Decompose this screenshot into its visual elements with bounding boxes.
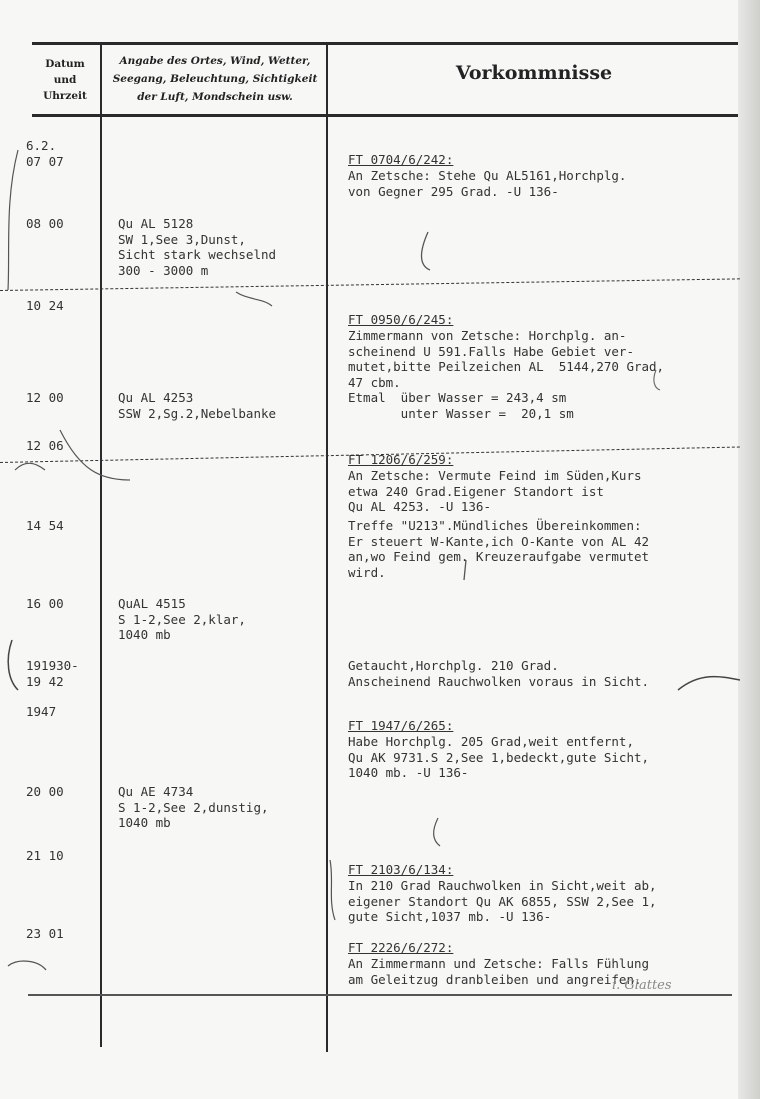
entry-event-text: In 210 Grad Rauchwolken in Sicht,weit ab, eigener Standort Qu AK 6855, SSW 2,See 1, gute Sicht,1037 mb. -U 136-: [348, 878, 657, 924]
entry-event-text: An Zimmermann und Zetsche: Falls Fühlung am Geleitzug dranbleiben und angreifen.: [348, 956, 650, 987]
entry-event-text: Treffe "U213".Mündliches Übereinkommen: Er steuert W-Kante,ich O-Kante von AL 42 an,wo Feind gem. Kreuzeraufgabe vermutet wird.: [348, 518, 650, 580]
entry-event-text: An Zetsche: Vermute Feind im Süden,Kurs etwa 240 Grad.Eigener Standort ist Qu AL 4253. -U 136-: [348, 468, 642, 514]
entry-time: 08 00: [26, 216, 64, 231]
page-edge-shadow: [738, 0, 760, 1099]
entry-event-text: Habe Horchplg. 205 Grad,weit entfernt, Qu AK 9731.S 2,See 1,bedeckt,gute Sicht, 1040 mb. -U 136-: [348, 734, 650, 780]
header-ort: Angabe des Ortes, Wind, Wetter, Seegang, Beleuchtung, Sichtigkeit der Luft, Mondschein usw.: [112, 55, 318, 103]
entry-ft-number: FT 2226/6/272:: [348, 940, 454, 955]
entry-time: 20 00: [26, 784, 64, 799]
entry-event-text: Getaucht,Horchplg. 210 Grad. Anscheinend Rauchwolken voraus in Sicht.: [348, 658, 650, 689]
header-datum: Datum und Uhrzeit: [43, 58, 87, 102]
entry-ft-number: FT 0704/6/242:: [348, 152, 454, 167]
entry-time: 12 06: [26, 438, 64, 453]
entry-location-weather: Qu AL 5128 SW 1,See 3,Dunst, Sicht stark wechselnd 300 - 3000 m: [118, 216, 277, 278]
entry-ft-number: FT 1947/6/265:: [348, 718, 454, 733]
entry-ft-number: FT 2103/6/134:: [348, 862, 454, 877]
entry-time: 191930- 19 42: [26, 658, 79, 689]
entry-ft-number: FT 1206/6/259:: [348, 452, 454, 467]
entry-ft-number: FT 0950/6/245:: [348, 312, 454, 327]
entry-time: 1947: [26, 704, 57, 719]
entry-location-weather: QuAL 4515 S 1-2,See 2,klar, 1040 mb: [118, 596, 246, 642]
entry-time: 23 01: [26, 926, 64, 941]
entry-event-text: Zimmermann von Zetsche: Horchplg. an- scheinend U 591.Falls Habe Gebiet ver- mutet,bitte Peilzeichen AL 5144,270 Grad, 47 cbm.: [348, 328, 665, 390]
signature: i. Glattes: [612, 978, 672, 993]
entry-time: 14 54: [26, 518, 64, 533]
entry-time: 6.2. 07 07: [26, 138, 64, 169]
entry-location-weather: Qu AL 4253 SSW 2,Sg.2,Nebelbanke: [118, 390, 277, 421]
entry-time: 21 10: [26, 848, 64, 863]
entry-time: 16 00: [26, 596, 64, 611]
entry-time: 12 00: [26, 390, 64, 405]
entry-event-text: An Zetsche: Stehe Qu AL5161,Horchplg. von Gegner 295 Grad. -U 136-: [348, 168, 627, 199]
header-vorkommnisse: Vorkommnisse: [455, 62, 613, 84]
entry-event-text: Etmal über Wasser = 243,4 sm unter Wasser = 20,1 sm: [348, 390, 574, 421]
entry-location-weather: Qu AE 4734 S 1-2,See 2,dunstig, 1040 mb: [118, 784, 269, 830]
entry-time: 10 24: [26, 298, 64, 313]
